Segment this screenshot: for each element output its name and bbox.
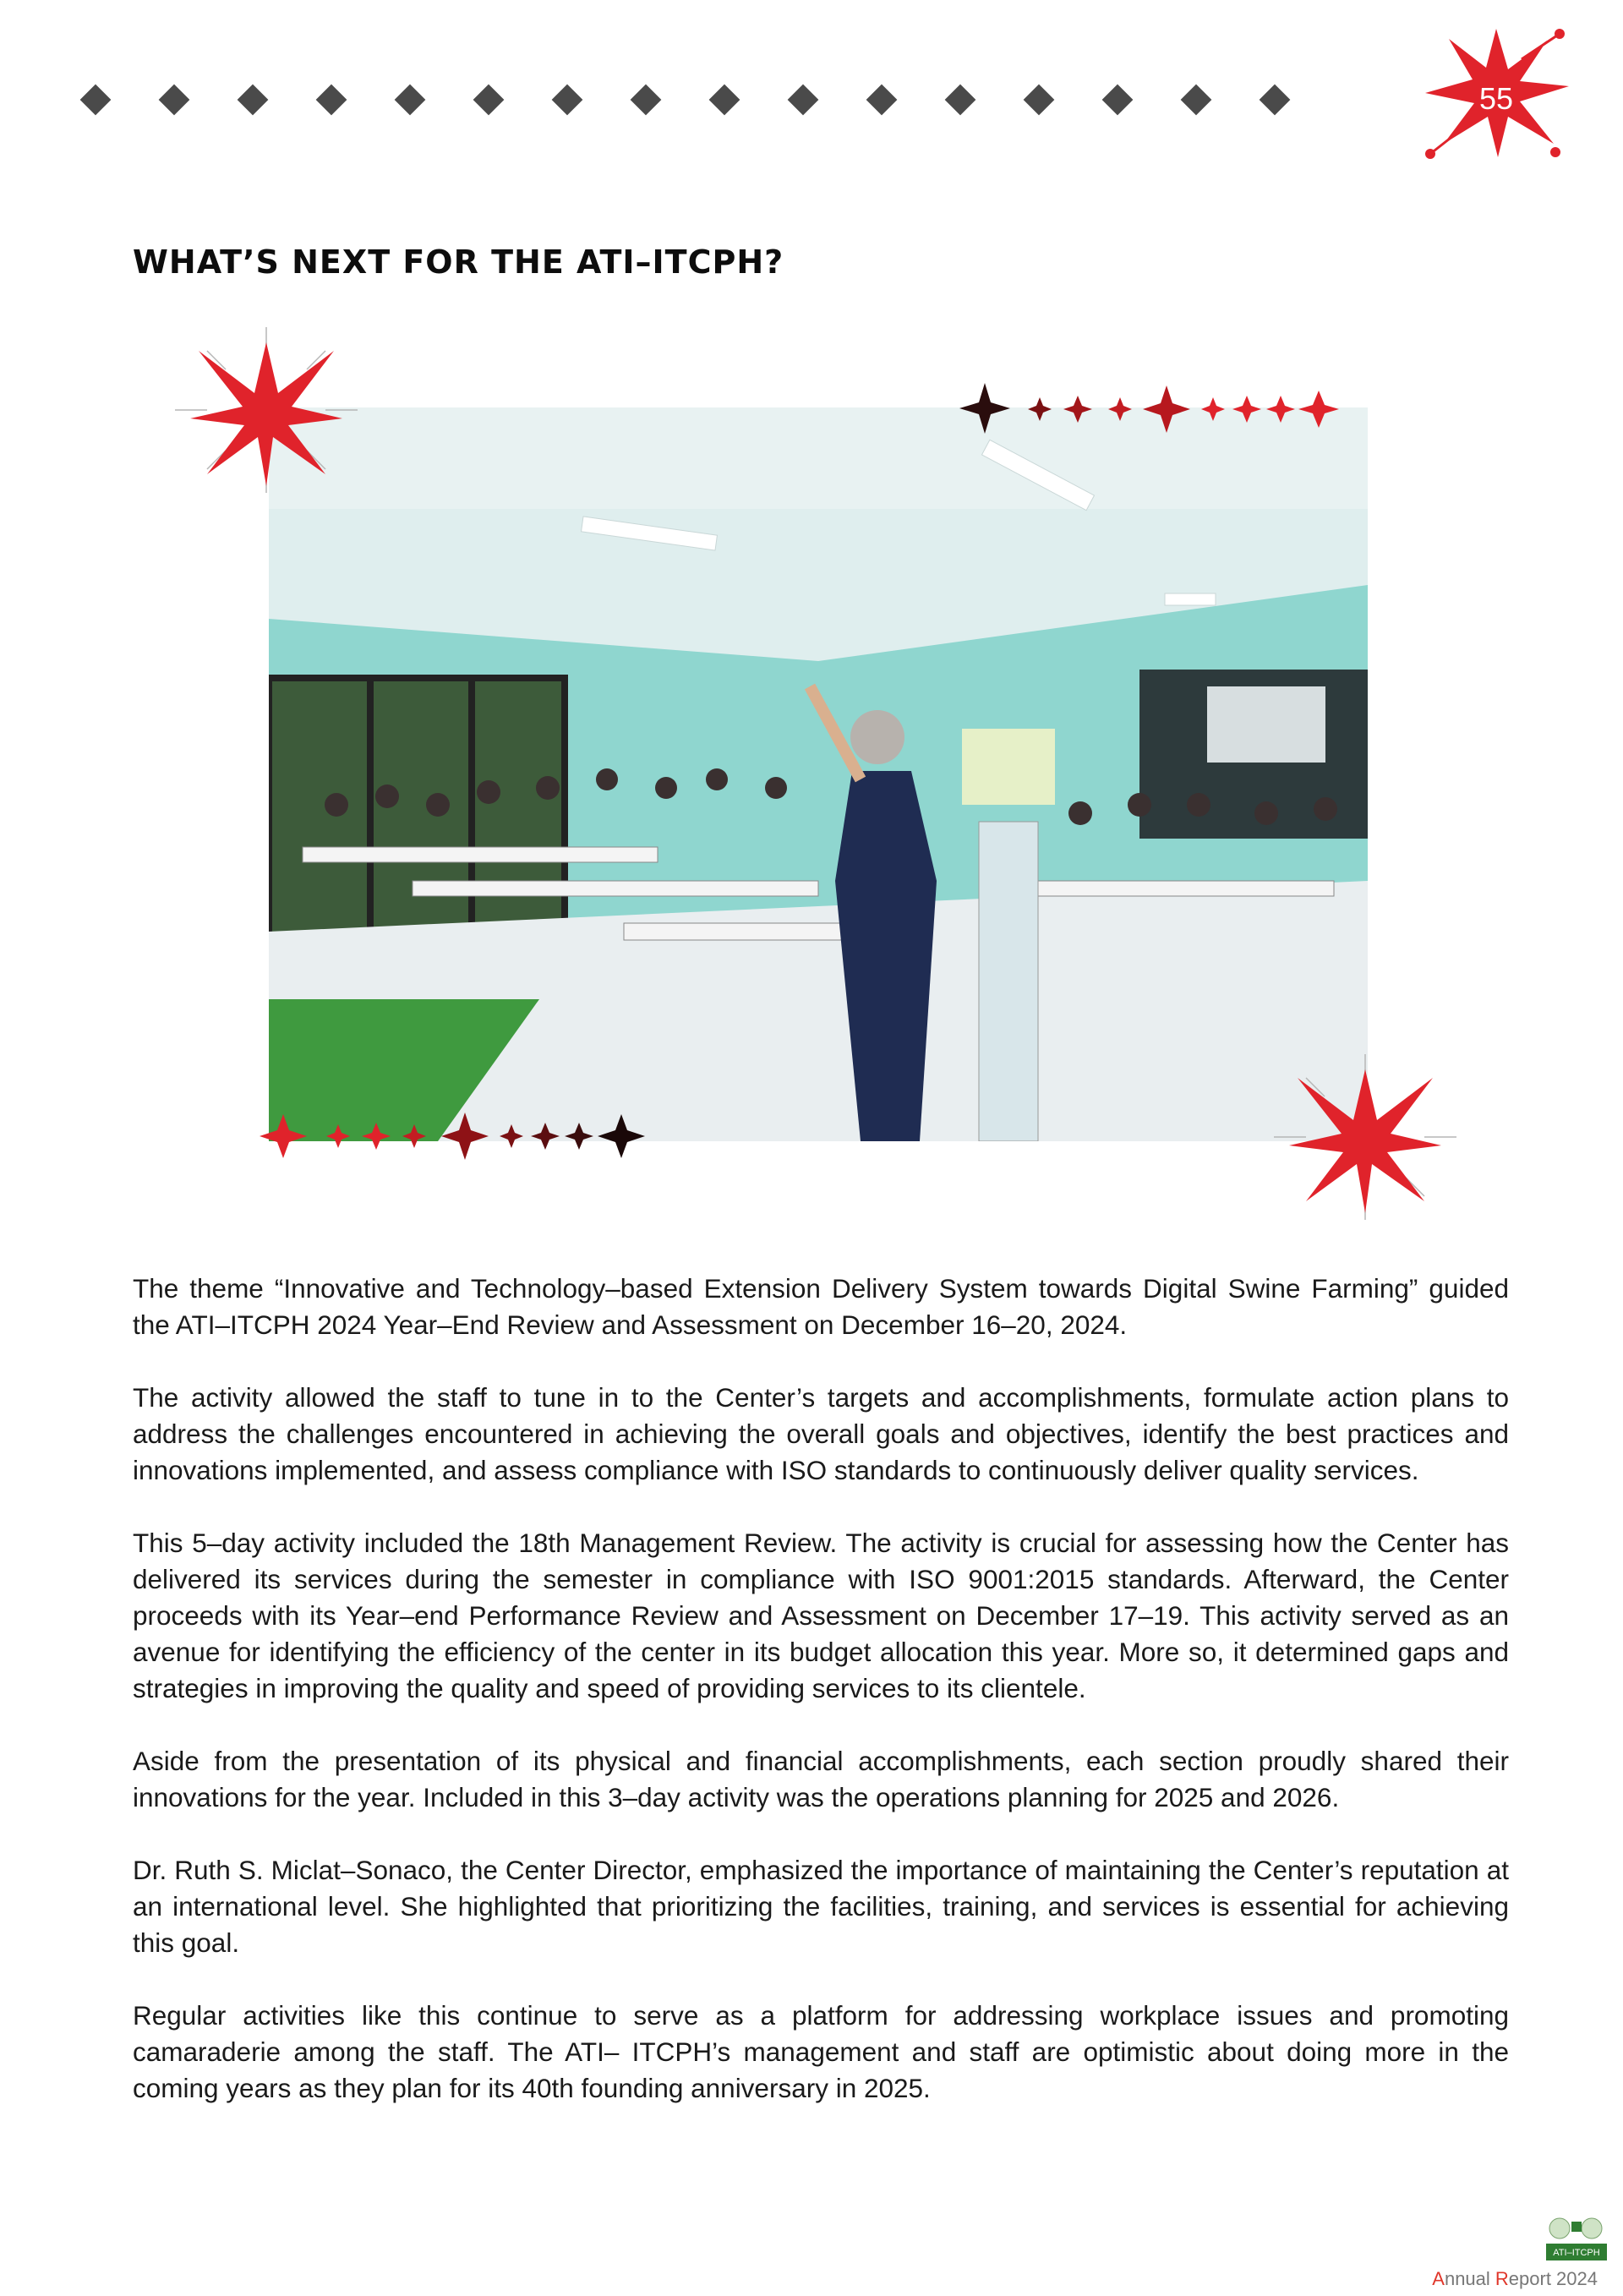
diamond-icon — [395, 85, 426, 116]
paragraph: Dr. Ruth S. Miclat–Sonaco, the Center Director, emphasized the importance of maintaining the Center’s reputation at an international level. She highlighted that prioritizing the facilities, training, and services is essential for achieving this goal. — [133, 1855, 1509, 1958]
diamond-icon — [159, 85, 190, 116]
event-photo — [269, 407, 1368, 1141]
diamond-icon — [1181, 85, 1212, 116]
diamond-row — [85, 85, 1302, 115]
diamond-icon — [238, 85, 269, 116]
diamond-icon — [1024, 85, 1055, 116]
paragraph: Aside from the presentation of its physical and financial accomplishments, each section proudly shared their innovations for the year. Included in this 3–day activity was the operations planning for 2025 and 2026. — [133, 1746, 1509, 1812]
diamond-icon — [1102, 85, 1134, 116]
diamond-icon — [552, 85, 583, 116]
diamond-icon — [945, 85, 976, 116]
diamond-icon — [316, 85, 347, 116]
starburst-icon — [1272, 1052, 1458, 1222]
page-number: 55 — [1478, 81, 1514, 116]
star-row-bottom — [258, 1106, 655, 1165]
diamond-icon — [866, 85, 898, 116]
starburst-icon — [173, 325, 359, 495]
diamond-icon — [1260, 85, 1291, 116]
footer-report-label: Annual Report 2024 — [1432, 2268, 1598, 2289]
logo-text: ATI–ITCPH — [1553, 2248, 1600, 2258]
diamond-icon — [473, 85, 505, 116]
paragraph: Regular activities like this continue to serve as a platform for addressing workplace issues and promoting camaraderie among the staff. The ATI– ITCPH’s management and staff are optimistic about doing more in the coming years as they plan for its 40th founding anniversary in 2025. — [133, 2000, 1509, 2103]
diamond-icon — [788, 85, 819, 116]
article-body — [133, 1271, 1509, 2143]
page-title: WHAT’S NEXT FOR THE ATI–ITCPH? — [133, 243, 784, 281]
paragraph: The activity allowed the staff to tune in to the Center’s targets and accomplishments, formulate action plans to address the challenges encountered in achieving the overall goals and objectives, identify the best practices and innovations implemented, and assess compliance with ISO standards to continuously deliver quality services. — [133, 1382, 1509, 1485]
diamond-icon — [631, 85, 662, 116]
diamond-icon — [80, 85, 112, 116]
star-row-top — [955, 379, 1352, 438]
paragraph: This 5–day activity included the 18th Management Review. The activity is crucial for assessing how the Center has delivered its services during the semester in compliance with ISO 9001:2015 standards. Afterward, the Center proceeds with its Year–end Performance Review and Assessment on December 17–19. This activity served as an avenue for identifying the efficiency of the center in its budget allocation this year. More so, it determined gaps and strategies in improving the quality and speed of providing services to its clientele. — [133, 1528, 1509, 1703]
paragraph: The theme “Innovative and Technology–based Extension Delivery System towards Digital Swine Farming” guided the ATI–ITCPH 2024 Year–End Review and Assessment on December 16–20, 2024. — [133, 1273, 1509, 1340]
diamond-icon — [709, 85, 740, 116]
ati-logo — [1543, 2215, 1610, 2266]
